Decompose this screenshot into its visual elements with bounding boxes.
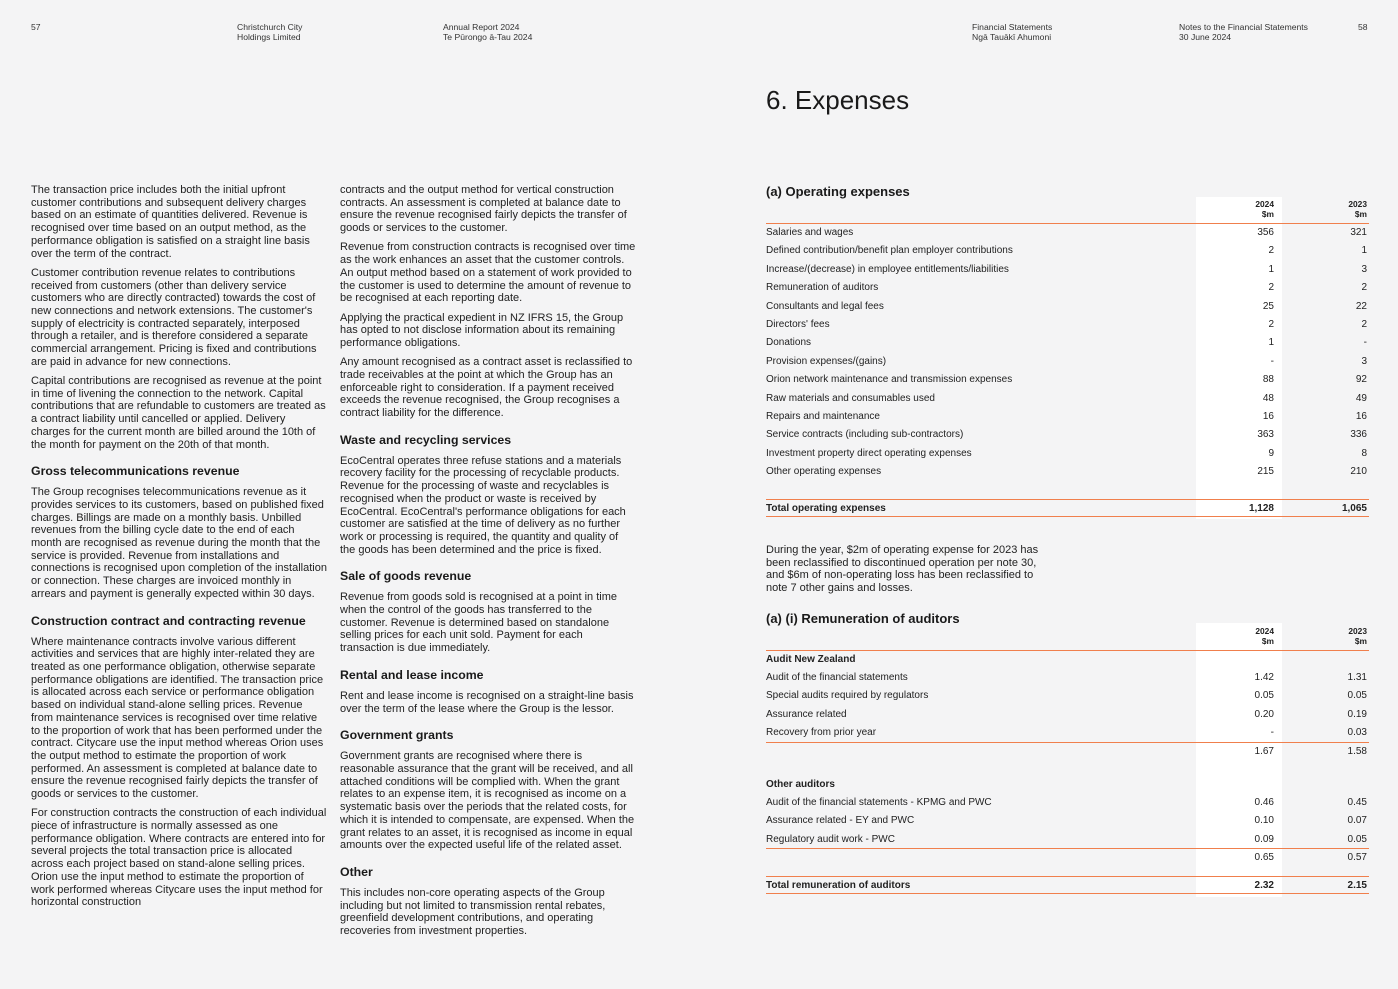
row-label: Defined contribution/benefit plan employer contributions — [766, 245, 1013, 257]
rule — [766, 742, 1369, 743]
rule — [766, 223, 1369, 224]
value-2024: 356 — [1257, 227, 1274, 238]
value-2023: 2.15 — [1347, 880, 1367, 891]
row-label: Repairs and maintenance — [766, 411, 880, 422]
row-label: Consultants and legal fees — [766, 300, 884, 312]
page-number-left: 57 — [31, 22, 41, 32]
rule — [766, 893, 1369, 894]
column-header-2024: 2024 $m — [1255, 626, 1274, 646]
row-label: Service contracts (including sub-contractors) — [766, 429, 964, 441]
table-row — [766, 795, 1369, 813]
value-2024: 1.67 — [1254, 746, 1274, 757]
column-header-2024: 2024 $m — [1255, 199, 1274, 219]
paragraph: Capital contributions are recognised as revenue at the point in time of livening the connection to the network. Capital contributions that are refundable to customers are treated as a contract liability until cancelled or applied. Delivery charges for the current month are billed around the 10th of the month for payment on the 20th of that month. — [31, 375, 326, 451]
table-row — [766, 725, 1369, 743]
operating-expenses-heading: (a) Operating expenses — [766, 184, 910, 199]
paragraph: This includes non-core operating aspects of the Group including but not limited to transmission rental rebates, greenfield development contributions, and operating recoveries from investment properties. — [340, 886, 606, 938]
value-2024: 0.20 — [1254, 708, 1274, 720]
row-label: Directors' fees — [766, 319, 830, 330]
table-row — [766, 317, 1369, 335]
paragraph: Rent and lease income is recognised on a straight-line basis over the term of the lease where the Group is the lessor. — [340, 689, 634, 715]
paragraph: The Group recognises telecommunications revenue as it provides services to its customers, based on published fixed charges. Billings are made on a monthly basis. Unbilled revenues from the billing cycle date to the end of each month are recognised as revenue during the month that the service is provided. Revenue from installations and connections is recognised upon completion of the installation or connection. These charges are invoiced monthly in arrears and payment is generally expected within 30 days. — [31, 486, 327, 600]
value-2024: 2 — [1268, 245, 1274, 257]
value-2024: 2.32 — [1254, 880, 1274, 891]
value-2023: 0.45 — [1347, 797, 1367, 808]
value-2024: 9 — [1268, 447, 1274, 459]
value-2023: 1.58 — [1347, 746, 1367, 757]
value-2024: 363 — [1257, 429, 1274, 441]
table-row — [766, 707, 1369, 725]
row-label: Regulatory audit work - PWC — [766, 833, 895, 845]
table-row — [766, 688, 1369, 706]
section-title: Financial Statements Ngā Tauākī Ahumoni — [972, 22, 1053, 42]
value-2024: 0.09 — [1254, 833, 1274, 845]
value-2024: 25 — [1262, 300, 1274, 312]
subtotal-row — [766, 850, 1369, 868]
subtotal-row — [766, 744, 1369, 762]
value-2023: 16 — [1355, 411, 1367, 422]
value-2023: 8 — [1361, 447, 1367, 459]
reclassification-note: During the year, $2m of operating expense for 2023 has been reclassified to discontinued operation per note 30, and $6m of non-operating loss has been reclassified to note 7 other gains and losses. — [766, 544, 1039, 595]
value-2023: 336 — [1350, 429, 1367, 441]
text-column-2 — [340, 184, 636, 944]
paragraph: Revenue from construction contracts is recognised over time as the work enhances an asset that the customer controls. An output method based on a statement of work provided to the customer is used to determine the amount of revenue to be recognised at each reporting date. — [340, 241, 636, 305]
value-2023: 0.05 — [1347, 833, 1367, 845]
table-row — [766, 262, 1369, 280]
rule — [766, 499, 1369, 500]
paragraph: Where maintenance contracts involve various different activities and services that are highly inter-related they are treated as one performance obligation, otherwise separate performance obligations are identified. The transaction price is allocated across each service or performance obligation based on individual stand-alone selling prices. Revenue from maintenance services is recognised over time relative to the proportion of work that has been performed under the contract. Citycare use the input method whereas Orion uses the output method to estimate the proportion of work performed. An assessment is completed at balance date to ensure the revenue recognised fairly depicts the transfer of goods or services to the customer. — [31, 635, 324, 801]
value-2023: 3 — [1361, 263, 1367, 275]
paragraph: contracts and the output method for vertical construction contracts. An assessment is completed at balance date to ensure the revenue recognised fairly depicts the transfer of goods or services to the customer. — [340, 184, 627, 235]
paragraph: Customer contribution revenue relates to contributions received from customers (other than delivery service customers who are directly contracted) towards the cost of new connections and network extensions. The customer's supply of electricity is contracted separately, interposed through a retailer, and is therefore considered a separate commercial arrangement. Pricing is fixed and contributions are paid in advance for new connections. — [31, 266, 317, 368]
value-2024: 0.46 — [1254, 797, 1274, 808]
value-2023: 1 — [1361, 245, 1367, 257]
row-label: Orion network maintenance and transmission expenses — [766, 374, 1013, 386]
row-label: Total remuneration of auditors — [766, 880, 911, 891]
heading-construction: Construction contract and contracting revenue — [31, 613, 306, 628]
row-label: Assurance related - EY and PWC — [766, 815, 915, 827]
text-column-1 — [31, 184, 327, 916]
value-2024: 88 — [1262, 374, 1274, 386]
paragraph: For construction contracts the construction of each individual piece of infrastructure is normally assessed as one performance obligation. Where contracts are entered into for several projects the total transaction price is allocated across each project based on stand-alone selling prices. Orion use the input method to estimate the proportion of work performed whereas Citycare uses the input method for horizontal construction — [31, 807, 327, 909]
table-row — [766, 391, 1369, 409]
row-label: Audit of the financial statements — [766, 672, 908, 683]
value-2023: 22 — [1355, 300, 1367, 312]
table-row — [766, 427, 1369, 445]
value-2024: - — [1270, 727, 1274, 739]
table-row — [766, 813, 1369, 831]
table-row — [766, 280, 1369, 298]
value-2023: 0.05 — [1347, 690, 1367, 702]
value-2023: 321 — [1350, 227, 1367, 238]
value-2023: 49 — [1355, 392, 1367, 404]
notes-title: Notes to the Financial Statements 30 June 2024 — [1179, 22, 1308, 42]
value-2023: 1.31 — [1347, 672, 1367, 683]
report-title: Annual Report 2024 Te Pūrongo ā-Tau 2024 — [443, 22, 533, 42]
row-label: Investment property direct operating expenses — [766, 447, 972, 459]
rule — [766, 876, 1369, 877]
group-label-row — [766, 652, 1369, 670]
rule — [766, 650, 1369, 651]
row-label: Total operating expenses — [766, 503, 886, 514]
group-label-row — [766, 777, 1369, 795]
auditors-heading: (a) (i) Remuneration of auditors — [766, 611, 960, 626]
table-row — [766, 409, 1369, 427]
row-label: Salaries and wages — [766, 227, 854, 238]
value-2023: 92 — [1355, 374, 1367, 386]
paragraph: Applying the practical expedient in NZ IFRS 15, the Group has opted to not disclose information about its remaining performance obligations. — [340, 311, 624, 349]
value-2023: 1,065 — [1341, 503, 1367, 514]
page-number-right: 58 — [1358, 22, 1368, 32]
table-row — [766, 243, 1369, 261]
column-header-2023: 2023 $m — [1348, 626, 1367, 646]
value-2023: 0.57 — [1347, 852, 1367, 863]
value-2024: 0.10 — [1254, 815, 1274, 827]
row-label: Provision expenses/(gains) — [766, 355, 887, 367]
group-label: Audit New Zealand — [766, 654, 856, 665]
page-title: 6. Expenses — [766, 85, 910, 115]
table-row — [766, 464, 1369, 482]
row-label: Audit of the financial statements - KPMG and PWC — [766, 797, 992, 808]
value-2024: 1,128 — [1248, 503, 1274, 514]
heading-rental: Rental and lease income — [340, 667, 484, 682]
operating-expenses-table — [766, 200, 1369, 520]
value-2024: 1 — [1268, 337, 1274, 349]
value-2024: 0.05 — [1254, 690, 1274, 702]
table-row — [766, 446, 1369, 464]
column-header-2023: 2023 $m — [1348, 199, 1367, 219]
paragraph: Government grants are recognised where there is reasonable assurance that the grant will be received, and all attached conditions will be complied with. When the grant relates to an expense item, it is recognised as income on a systematic basis over the periods that the related costs, for which it is intended to compensate, are expensed. When the grant relates to an asset, it is recognised as income in equal amounts over the expected useful life of the related asset. — [340, 750, 635, 852]
row-label: Raw materials and consumables used — [766, 392, 935, 404]
row-label: Remuneration of auditors — [766, 282, 879, 294]
heading-sale-of-goods: Sale of goods revenue — [340, 569, 472, 584]
row-label: Donations — [766, 337, 812, 349]
table-row — [766, 299, 1369, 317]
value-2023: 210 — [1350, 466, 1367, 478]
heading-waste: Waste and recycling services — [340, 432, 512, 447]
value-2024: 2 — [1268, 282, 1274, 294]
rule — [766, 848, 1369, 849]
auditors-table — [766, 627, 1369, 897]
value-2024: 1.42 — [1254, 672, 1274, 683]
heading-telecommunications: Gross telecommunications revenue — [31, 464, 240, 479]
row-label: Special audits required by regulators — [766, 690, 929, 702]
row-label: Increase/(decrease) in employee entitlements/liabilities — [766, 263, 1009, 275]
paragraph: Revenue from goods sold is recognised at a point in time when the control of the goods has transferred to the customer. Revenue is determined based on standalone selling prices for each unit sold. Payment for each transaction is due immediately. — [340, 591, 617, 655]
paragraph: The transaction price includes both the initial upfront customer contributions and subsequent delivery charges based on an estimate of quantities delivered. Revenue is recognised over time based on an output method, as the performance obligation is satisfied on a straight line basis over the term of the contract. — [31, 184, 310, 260]
rule — [766, 516, 1369, 517]
table-row — [766, 354, 1369, 372]
organisation-name: Christchurch City Holdings Limited — [237, 22, 303, 42]
table-row — [766, 670, 1369, 688]
value-2023: 0.07 — [1347, 815, 1367, 827]
value-2024: 1 — [1268, 263, 1274, 275]
value-2024: 16 — [1262, 411, 1274, 422]
value-2023: 3 — [1361, 355, 1367, 367]
table-row — [766, 225, 1369, 243]
value-2023: - — [1363, 337, 1367, 349]
value-2024: 0.65 — [1254, 852, 1274, 863]
value-2023: 2 — [1361, 282, 1367, 294]
paragraph: EcoCentral operates three refuse stations and a materials recovery facility for the processing of recyclable products. Revenue for the processing of waste and recyclables is recognised when the product or waste is received by EcoCentral. EcoCentral's performance obligations for each customer are satisfied at the time of delivery as no further work or processing is required, the quantity and quality of the goods has been determined and the price is fixed. — [340, 454, 626, 556]
row-label: Recovery from prior year — [766, 727, 877, 739]
table-row — [766, 335, 1369, 353]
value-2024: - — [1270, 355, 1274, 367]
value-2023: 0.19 — [1347, 708, 1367, 720]
row-label: Other operating expenses — [766, 466, 882, 478]
value-2024: 215 — [1257, 466, 1274, 478]
heading-other: Other — [340, 864, 373, 879]
group-label: Other auditors — [766, 779, 835, 790]
value-2023: 2 — [1361, 319, 1367, 330]
paragraph: Any amount recognised as a contract asset is reclassified to trade receivables at the point at which the Group has an enforceable right to consideration. If a payment received exceeds the revenue recognised, the Group recognises a contract liability for the difference. — [340, 356, 633, 420]
value-2024: 2 — [1268, 319, 1274, 330]
row-label: Assurance related — [766, 708, 847, 720]
table-row — [766, 372, 1369, 390]
heading-government-grants: Government grants — [340, 728, 454, 743]
value-2024: 48 — [1262, 392, 1274, 404]
value-2023: 0.03 — [1347, 727, 1367, 739]
